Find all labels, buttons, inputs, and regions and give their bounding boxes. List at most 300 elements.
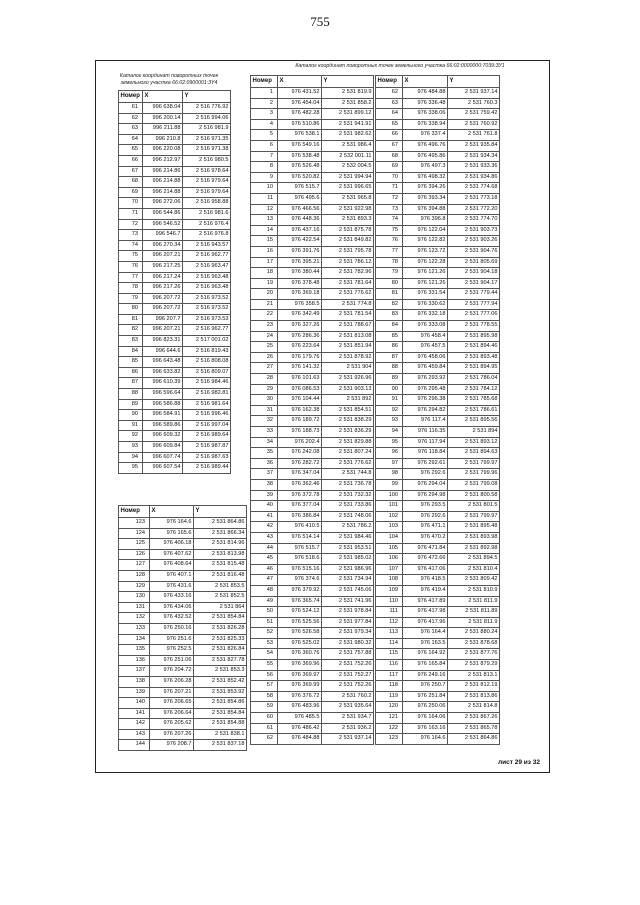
cell-y: 2 516 973.53: [183, 314, 231, 325]
cell-number: 46: [251, 564, 278, 575]
table-row: [376, 479, 500, 490]
cell-y: 2 516 973.52: [183, 304, 231, 315]
cell-number: 120: [376, 702, 403, 713]
cell-x: 976 549.16: [278, 140, 322, 151]
table-row: [251, 119, 374, 130]
cell-number: 72: [376, 193, 403, 204]
table-row: [119, 539, 247, 550]
cell-y: 2 531 788.67: [322, 321, 374, 332]
cell-x: 976 122.04: [403, 225, 448, 236]
cell-y: 2 516 976.4: [183, 219, 231, 230]
cell-number: 94: [376, 427, 403, 438]
cell-x: 996 210.8: [143, 134, 183, 145]
cell-x: 976 406.18: [150, 539, 194, 550]
cell-x: 976 250.06: [403, 702, 448, 713]
cell-x: 976 163.16: [403, 723, 448, 734]
table-row: [376, 363, 500, 374]
cell-y: 2 531 953.51: [322, 543, 374, 554]
cell-y: 2 531 772.20: [448, 204, 500, 215]
cell-number: 97: [376, 458, 403, 469]
table-row: [119, 676, 247, 687]
cell-x: 976 295.48: [403, 384, 448, 395]
table-row: [376, 236, 500, 247]
table-row: [376, 427, 500, 438]
cell-x: 976 118.84: [403, 448, 448, 459]
table-row: [119, 645, 247, 656]
cell-x: 976 223.64: [278, 342, 322, 353]
cell-number: 133: [119, 623, 150, 634]
table-row: [251, 564, 374, 575]
coordinates-table-a: [118, 90, 231, 474]
cell-y: 2 516 976.8: [183, 230, 231, 241]
table-row: [376, 130, 500, 141]
cell-y: 2 516 963.48: [183, 272, 231, 283]
cell-x: 976 372.78: [278, 490, 322, 501]
table-row: [119, 103, 231, 114]
table-row: [119, 719, 247, 730]
cell-y: 2 531 982.62: [322, 130, 374, 141]
cell-number: 75: [376, 225, 403, 236]
table-row: [376, 289, 500, 300]
cell-number: 71: [119, 208, 143, 219]
table-row: [376, 532, 500, 543]
cell-number: 95: [376, 437, 403, 448]
cell-y: 2 531 892.98: [448, 543, 500, 554]
table-row: [251, 88, 374, 99]
cell-x: 996 270.34: [143, 240, 183, 251]
cell-y: 2 531 799.96: [448, 469, 500, 480]
table-row: [376, 702, 500, 713]
table-row: [376, 670, 500, 681]
cell-number: 62: [376, 88, 403, 99]
cell-y: 2 531 880.24: [448, 628, 500, 639]
cell-y: 2 531 853.92: [194, 687, 247, 698]
cell-y: 2 516 997.04: [183, 420, 231, 431]
cell-number: 82: [376, 299, 403, 310]
cell-number: 111: [376, 607, 403, 618]
cell-number: 80: [119, 304, 143, 315]
cell-number: 47: [251, 575, 278, 586]
table-row: [251, 713, 374, 724]
cell-x: 976 337.4: [403, 130, 448, 141]
cell-number: 114: [376, 638, 403, 649]
cell-y: 2 531 893.3: [322, 215, 374, 226]
cell-number: 68: [376, 151, 403, 162]
sheet-label: лист 29 из 32: [497, 759, 540, 766]
table-row: [251, 479, 374, 490]
cell-number: 30: [251, 395, 278, 406]
cell-x: 996 207.21: [143, 325, 183, 336]
cell-number: 123: [119, 518, 150, 529]
table-row: [376, 458, 500, 469]
table-row: [376, 501, 500, 512]
table-row: [376, 734, 500, 745]
cell-x: 976 369.18: [278, 289, 322, 300]
table-row: [119, 113, 231, 124]
cell-y: 2 531 814.8: [448, 702, 500, 713]
table-row: [251, 607, 374, 618]
cell-number: 29: [251, 384, 278, 395]
cell-number: 126: [119, 549, 150, 560]
cell-x: 976 393.34: [403, 193, 448, 204]
coordinates-table-c: [250, 75, 374, 745]
cell-x: 976 431.6: [150, 581, 194, 592]
cell-number: 105: [376, 543, 403, 554]
table-row: [119, 134, 231, 145]
cell-x: 976 342.49: [278, 310, 322, 321]
cell-number: 91: [119, 420, 143, 431]
cell-x: 976 338.06: [403, 109, 448, 120]
cell-x: 976 457.5: [403, 342, 448, 353]
cell-y: 2 531 903.26: [448, 236, 500, 247]
cell-x: 976 496.76: [403, 140, 448, 151]
cell-y: 2 531 922.98: [322, 204, 374, 215]
table-row: [251, 734, 374, 745]
cell-x: 976 207.26: [150, 729, 194, 740]
cell-y: 2 531 867.26: [448, 713, 500, 724]
table-row: [119, 613, 247, 624]
header-x: X: [403, 76, 448, 88]
cell-number: 11: [251, 193, 278, 204]
cell-y: 2 531 795.78: [322, 246, 374, 257]
cell-y: 2 531 977.84: [322, 617, 374, 628]
table-row: [376, 331, 500, 342]
table-row: [251, 628, 374, 639]
table-row: [119, 389, 231, 400]
cell-y: 2 531 809.42: [448, 575, 500, 586]
cell-x: 976 122.28: [403, 257, 448, 268]
cell-y: 2 516 989.44: [183, 463, 231, 474]
table-row: [119, 208, 231, 219]
table-row: [119, 708, 247, 719]
cell-y: 2 531 980.32: [322, 638, 374, 649]
cell-x: 996 644.6: [143, 346, 183, 357]
cell-number: 13: [251, 215, 278, 226]
table-row: [251, 575, 374, 586]
cell-y: 2 531 986.96: [322, 564, 374, 575]
cell-y: 2 531 893.98: [448, 532, 500, 543]
cell-x: 976 164.92: [403, 649, 448, 660]
cell-number: 121: [376, 713, 403, 724]
cell-number: 49: [251, 596, 278, 607]
cell-number: 70: [376, 172, 403, 183]
table-row: [119, 325, 231, 336]
cell-number: 109: [376, 585, 403, 596]
cell-y: 2 531 895.56: [448, 416, 500, 427]
table-row: [376, 162, 500, 173]
cell-number: 3: [251, 109, 278, 120]
cell-y: 2 531 854.84: [194, 613, 247, 624]
table-row: [376, 437, 500, 448]
caption-left: Каталог координат поворотных точек земельного участка 66:02:0900001:3Y4: [119, 73, 219, 86]
cell-number: 33: [251, 427, 278, 438]
cell-number: 15: [251, 236, 278, 247]
cell-number: 67: [119, 166, 143, 177]
cell-x: 976 526.48: [278, 162, 322, 173]
cell-y: 2 531 777.94: [448, 299, 500, 310]
table-row: [251, 501, 374, 512]
cell-number: 102: [376, 511, 403, 522]
table-row: [376, 575, 500, 586]
cell-number: 115: [376, 649, 403, 660]
cell-number: 82: [119, 325, 143, 336]
cell-y: 2 531 785.68: [448, 395, 500, 406]
cell-number: 71: [376, 183, 403, 194]
cell-y: 2 531 813.98: [194, 549, 247, 560]
cell-number: 103: [376, 522, 403, 533]
cell-y: 2 516 962.77: [183, 251, 231, 262]
cell-x: 976 116.35: [403, 427, 448, 438]
cell-x: 996 584.91: [143, 410, 183, 421]
cell-number: 87: [376, 352, 403, 363]
cell-x: 976 394.26: [403, 183, 448, 194]
cell-y: 2 531 812.19: [448, 681, 500, 692]
cell-y: 2 531 904.18: [448, 268, 500, 279]
cell-y: 2 531 799.97: [448, 458, 500, 469]
cell-x: 976 466.56: [278, 204, 322, 215]
cell-number: 40: [251, 501, 278, 512]
cell-y: 2 531 895.98: [448, 331, 500, 342]
cell-y: 2 531 852.5: [194, 592, 247, 603]
cell-number: 37: [251, 469, 278, 480]
cell-number: 77: [119, 272, 143, 283]
cell-x: 976 526.58: [278, 628, 322, 639]
cell-number: 52: [251, 628, 278, 639]
table-row: [251, 511, 374, 522]
table-row: [376, 109, 500, 120]
cell-x: 976 188.73: [278, 427, 322, 438]
cell-number: 69: [376, 162, 403, 173]
cell-x: 976 207.21: [150, 687, 194, 698]
table-row: [376, 342, 500, 353]
table-row: [376, 416, 500, 427]
cell-number: 62: [119, 113, 143, 124]
cell-number: 64: [376, 109, 403, 120]
cell-x: 976 486.42: [278, 723, 322, 734]
cell-number: 74: [376, 215, 403, 226]
cell-number: 90: [119, 410, 143, 421]
table-row: [376, 310, 500, 321]
cell-number: 104: [376, 532, 403, 543]
header-x: X: [278, 76, 322, 88]
cell-x: 976 293.92: [403, 374, 448, 385]
cell-y: 2 531 864.86: [448, 734, 500, 745]
table-row: [376, 649, 500, 660]
cell-y: 2 531 782.96: [322, 268, 374, 279]
table-row: [251, 681, 374, 692]
table-row: [376, 638, 500, 649]
cell-x: 976 374.6: [278, 575, 322, 586]
cell-y: 2 531 778.55: [448, 321, 500, 332]
table-row: [376, 225, 500, 236]
cell-x: 976 358.5: [278, 299, 322, 310]
header-number: Номер: [251, 76, 278, 88]
cell-number: 99: [376, 479, 403, 490]
cell-number: 64: [119, 134, 143, 145]
cell-y: 2 531 733.86: [322, 501, 374, 512]
table-row: [251, 310, 374, 321]
cell-x: 976 495.86: [403, 151, 448, 162]
cell-number: 6: [251, 140, 278, 151]
cell-number: 72: [119, 219, 143, 230]
table-row: [251, 140, 374, 151]
cell-number: 12: [251, 204, 278, 215]
cell-y: 2 531 799.97: [448, 511, 500, 522]
cell-y: 2 531 815.48: [194, 560, 247, 571]
cell-number: 26: [251, 352, 278, 363]
table-row: [119, 230, 231, 241]
cell-y: 2 531 965.8: [322, 193, 374, 204]
cell-x: 976 286.36: [278, 331, 322, 342]
cell-number: 83: [376, 310, 403, 321]
table-row: [376, 469, 500, 480]
cell-number: 10: [251, 183, 278, 194]
cell-x: 976 292.61: [403, 458, 448, 469]
table-row: [251, 342, 374, 353]
cell-number: 77: [376, 246, 403, 257]
cell-y: 2 531 786.2: [322, 522, 374, 533]
cell-y: 2 531 759.42: [448, 109, 500, 120]
cell-number: 108: [376, 575, 403, 586]
table-row: [251, 204, 374, 215]
page-number: 755: [310, 14, 330, 29]
table-row: [251, 490, 374, 501]
cell-y: 2 531 736.78: [322, 479, 374, 490]
cell-x: 976 292.6: [403, 511, 448, 522]
cell-y: 2 531 760.2: [322, 691, 374, 702]
cell-x: 976 470.2: [403, 532, 448, 543]
cell-number: 96: [376, 448, 403, 459]
cell-x: 976 101.63: [278, 374, 322, 385]
cell-number: 128: [119, 570, 150, 581]
table-row: [119, 581, 247, 592]
cell-y: 2 531 786.61: [448, 405, 500, 416]
table-row: [376, 384, 500, 395]
cell-y: 2 531 825.33: [194, 634, 247, 645]
cell-y: 2 531 935.64: [322, 702, 374, 713]
cell-number: 63: [119, 124, 143, 135]
table-row: [376, 278, 500, 289]
cell-number: 130: [119, 592, 150, 603]
table-row: [251, 416, 374, 427]
table-row: [119, 666, 247, 677]
table-row: [251, 236, 374, 247]
cell-number: 68: [119, 177, 143, 188]
cell-x: 996 546.52: [143, 219, 183, 230]
cell-y: 2 531 903.13: [322, 384, 374, 395]
table-row: [119, 410, 231, 421]
table-row: [251, 215, 374, 226]
cell-x: 976 433.16: [150, 592, 194, 603]
cell-y: 2 531 813.08: [322, 331, 374, 342]
cell-x: 976 434.06: [150, 602, 194, 613]
cell-x: 976 250.16: [150, 623, 194, 634]
cell-x: 976 347.04: [278, 469, 322, 480]
cell-y: 2 531 836.29: [322, 427, 374, 438]
table-row: [251, 352, 374, 363]
cell-number: 95: [119, 463, 143, 474]
cell-number: 116: [376, 660, 403, 671]
cell-number: 75: [119, 251, 143, 262]
cell-x: 976 141.32: [278, 363, 322, 374]
cell-number: 28: [251, 374, 278, 385]
cell-x: 976 454.04: [278, 98, 322, 109]
cell-y: 2 531 781.64: [322, 278, 374, 289]
table-row: [251, 458, 374, 469]
cell-number: 101: [376, 501, 403, 512]
table-row: [251, 321, 374, 332]
cell-number: 134: [119, 634, 150, 645]
cell-x: 976 417.89: [403, 596, 448, 607]
table-row: [119, 602, 247, 613]
cell-x: 976 122.82: [403, 236, 448, 247]
cell-y: 2 516 994.06: [183, 113, 231, 124]
table-row: [376, 554, 500, 565]
cell-x: 976 206.28: [150, 676, 194, 687]
cell-y: 2 531 854.84: [194, 708, 247, 719]
cell-x: 976 204.72: [150, 666, 194, 677]
cell-x: 976 164.6: [403, 734, 448, 745]
cell-y: 2 516 989.64: [183, 431, 231, 442]
cell-number: 39: [251, 490, 278, 501]
cell-x: 976 395.21: [278, 257, 322, 268]
cell-number: 20: [251, 289, 278, 300]
cell-x: 976 472.66: [403, 554, 448, 565]
cell-x: 976 250.7: [403, 681, 448, 692]
table-row: [251, 585, 374, 596]
cell-y: 2 531 837.18: [194, 740, 247, 751]
cell-y: 2 531 810.9: [448, 585, 500, 596]
cell-y: 2 531 853.3: [194, 666, 247, 677]
cell-y: 2 531 786.04: [448, 374, 500, 385]
cell-y: 2 516 958.88: [183, 198, 231, 209]
table-row: [376, 723, 500, 734]
cell-x: 976 282.72: [278, 458, 322, 469]
cell-number: 119: [376, 691, 403, 702]
cell-y: 2 531 864.86: [194, 518, 247, 529]
cell-x: 996 214.86: [143, 166, 183, 177]
cell-number: 88: [376, 363, 403, 374]
cell-x: 976 408.64: [150, 560, 194, 571]
cell-number: 123: [376, 734, 403, 745]
table-row: [119, 634, 247, 645]
table-row: [119, 293, 231, 304]
cell-y: 2 531 854.88: [194, 719, 247, 730]
cell-number: 100: [376, 490, 403, 501]
table-row: [376, 215, 500, 226]
cell-number: 24: [251, 331, 278, 342]
table-row: [251, 162, 374, 173]
cell-number: 61: [119, 103, 143, 114]
cell-x: 976 121.26: [403, 268, 448, 279]
cell-x: 996 214.88: [143, 187, 183, 198]
cell-y: 2 531 760.3: [448, 98, 500, 109]
cell-y: 2 516 973.52: [183, 293, 231, 304]
cell-number: 79: [376, 268, 403, 279]
cell-y: 2 531 894.95: [448, 363, 500, 374]
cell-y: 2 531 934.34: [448, 151, 500, 162]
cell-x: 976 123.72: [403, 246, 448, 257]
cell-x: 996 207.7: [143, 314, 183, 325]
cell-y: 2 531 895.48: [448, 522, 500, 533]
table-row: [376, 585, 500, 596]
cell-x: 976 431.52: [278, 88, 322, 99]
cell-number: 88: [119, 389, 143, 400]
cell-number: 27: [251, 363, 278, 374]
cell-y: 2 516 981.6: [183, 208, 231, 219]
cell-y: 2 531 752.26: [322, 660, 374, 671]
cell-y: 2 531 813.86: [448, 691, 500, 702]
